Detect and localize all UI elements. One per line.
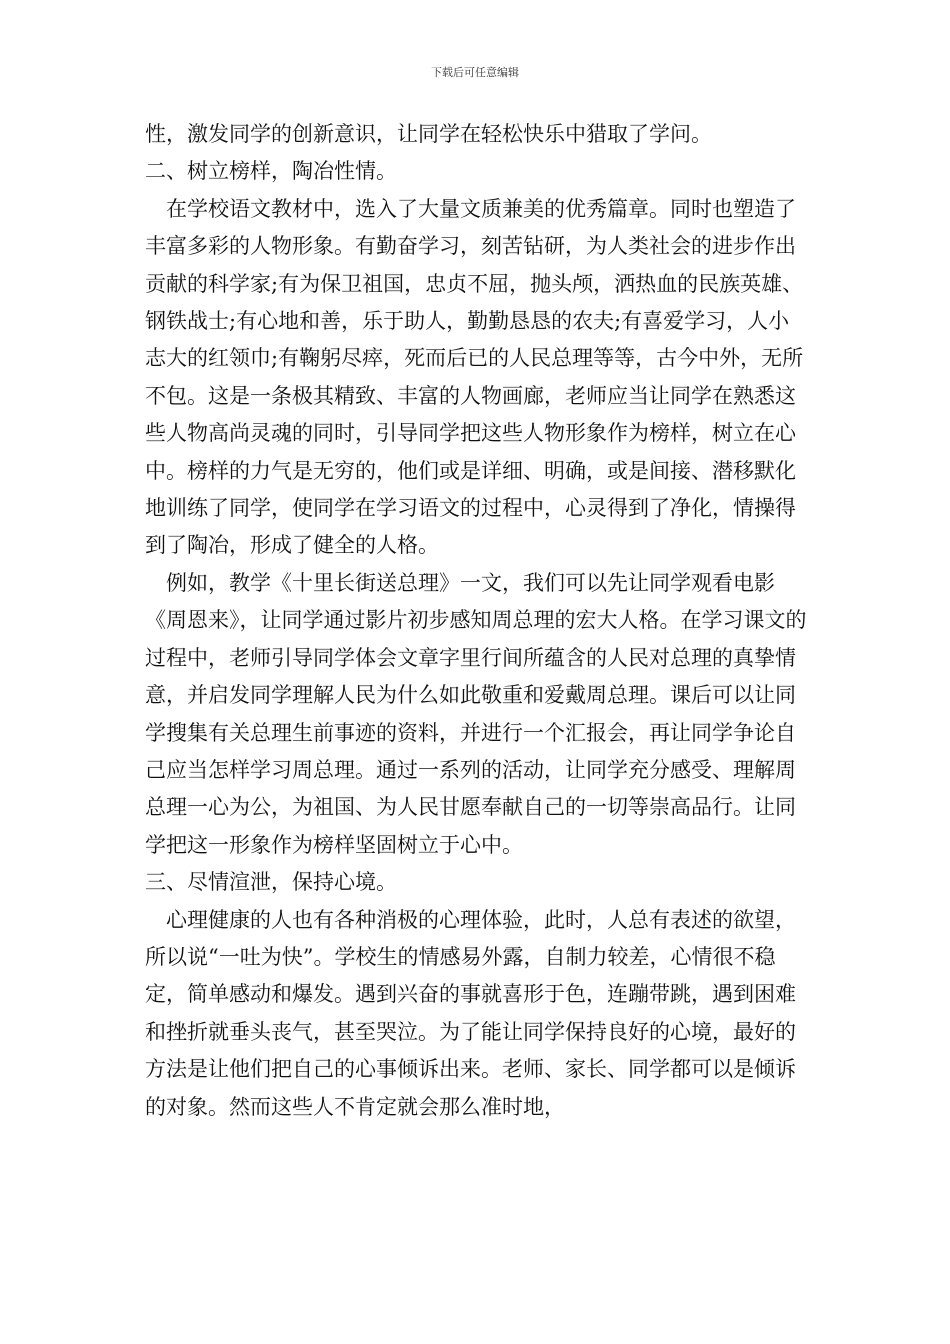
paragraph: 例如，教学《十里长街送总理》一文，我们可以先让同学观看电影《周恩来》，让同学通过影片初步感知周总理的宏大人格。在学习课文的过程中，老师引导同学体会文章字里行间所蕴含的人民对总理的真挚情意，并启发同学理解人民为什么如此敬重和爱戴周总理。课后可以让同学搜集有关总理生前事迹的资料，并进行一个汇报会，再让同学争论自己应当怎样学习周总理。通过一系列的活动，让同学充分感受、理解周总理一心为公，为祖国、为人民甘愿奉献自己的一切等崇高品行。让同学把这一形象作为榜样坚固树立于心中。 (145, 570, 807, 857)
paragraph-continuation: 性，激发同学的创新意识，让同学在轻松快乐中猎取了学问。 (145, 122, 712, 146)
paragraph: 在学校语文教材中，选入了大量文质兼美的优秀篇章。同时也塑造了丰富多彩的人物形象。有勤奋学习，刻苦钻研，为人类社会的进步作出贡献的科学家;有为保卫祖国，忠贞不屈，抛头颅，洒热血的民族英雄、钢铁战士;有心地和善，乐于助人，勤勤恳恳的农夫;有喜爱学习，人小志大的红领巾;有鞠躬尽瘁，死而后已的人民总理等等，古今中外，无所不包。这是一条极其精致、丰富的人物画廊，老师应当让同学在熟悉这些人物高尚灵魂的同时，引导同学把这些人物形象作为榜样，树立在心中。榜样的力气是无穷的，他们或是详细、明确，或是间接、潜移默化地训练了同学，使同学在学习语文的过程中，心灵得到了净化，情操得到了陶冶，形成了健全的人格。 (145, 196, 804, 558)
section-heading-3: 三、尽情渲泄，保持心境。 (145, 870, 397, 895)
document-body (145, 116, 810, 1126)
section-heading-2: 二、树立榜样，陶冶性情。 (145, 159, 397, 184)
page-header: 下载后可任意编辑 (431, 66, 519, 79)
paragraph: 心理健康的人也有各种消极的心理体验，此时，人总有表述的欲望，所以说“一吐为快”。学校生的情感易外露，自制力较差，心情很不稳定，简单感动和爆发。遇到兴奋的事就喜形于色，连蹦带跳，遇到困难和挫折就垂头丧气，甚至哭泣。为了能让同学保持良好的心境，最好的方法是让他们把自己的心事倾诉出来。老师、家长、同学都可以是倾诉的对象。然而这些人不肯定就会那么准时地， (145, 907, 796, 1119)
